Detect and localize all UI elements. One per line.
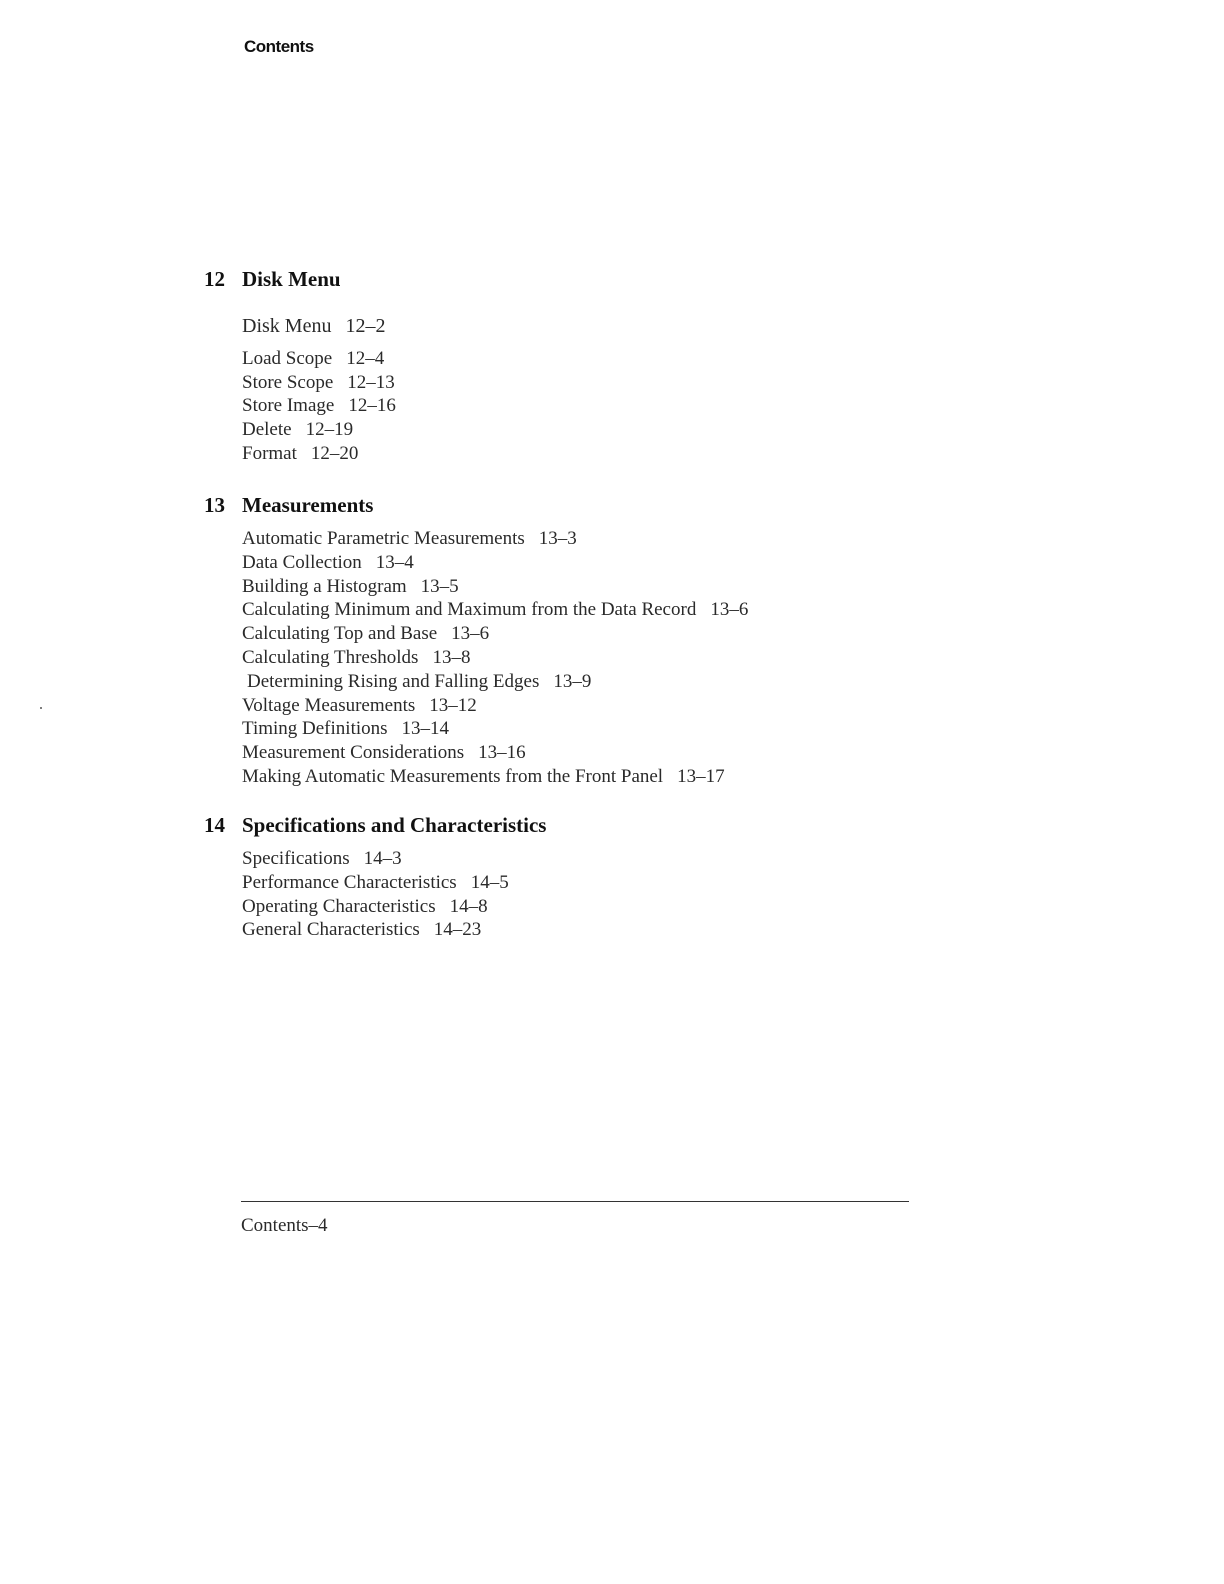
- toc-entry-page: 12–2: [345, 315, 386, 337]
- toc-entry[interactable]: [242, 895, 904, 919]
- toc-entry[interactable]: [242, 394, 904, 418]
- chapter-13: [204, 491, 904, 789]
- toc-entry[interactable]: [242, 871, 904, 895]
- toc-entry[interactable]: [242, 315, 904, 339]
- chapter-entries: [242, 847, 904, 942]
- chapter-12: [204, 265, 904, 466]
- toc-entry-title: Building a Histogram: [242, 575, 407, 597]
- chapter-title: Measurements: [242, 493, 374, 517]
- toc-entry-title: Disk Menu: [242, 315, 332, 337]
- toc-entry-title: Calculating Minimum and Maximum from the Data Record: [242, 599, 697, 621]
- footer-page-number: Contents–4: [241, 1215, 328, 1236]
- toc-entry-page: 13–9: [553, 670, 592, 692]
- toc-entry-page: 14–8: [449, 895, 488, 917]
- toc-entry-title: Calculating Top and Base: [242, 623, 438, 645]
- toc-entry[interactable]: [242, 717, 904, 741]
- chapter-heading: [204, 811, 904, 839]
- toc-entry-title: Delete: [242, 419, 292, 441]
- toc-entry-title: Store Image: [242, 395, 335, 417]
- toc-entry-title: Data Collection: [242, 551, 362, 573]
- chapter-entries: [242, 527, 904, 789]
- toc-entry[interactable]: [242, 527, 904, 551]
- toc-entry-page: 13–4: [375, 551, 414, 573]
- toc-entry-page: 13–8: [432, 646, 471, 668]
- toc-entry[interactable]: [242, 551, 904, 575]
- chapter-title: Disk Menu: [242, 267, 341, 291]
- toc-entry-title: Load Scope: [242, 347, 333, 369]
- toc-entry-title: Determining Rising and Falling Edges: [247, 670, 540, 692]
- toc-entry-page: 13–5: [420, 575, 459, 597]
- toc-entry-page: 14–5: [470, 871, 509, 893]
- toc-entry-page: 13–6: [710, 599, 749, 621]
- toc-entry[interactable]: [242, 847, 904, 871]
- chapter-14: [204, 811, 904, 942]
- toc-entry-page: 13–12: [429, 694, 477, 716]
- toc-entry[interactable]: [242, 598, 904, 622]
- toc-entry[interactable]: [242, 371, 904, 395]
- toc-entry-page: 13–16: [478, 742, 526, 764]
- chapter-title: Specifications and Characteristics: [242, 813, 547, 837]
- toc-entry-page: 12–20: [310, 442, 359, 464]
- toc-entry[interactable]: [242, 646, 904, 670]
- toc-entry-title: Automatic Parametric Measurements: [242, 528, 525, 549]
- toc-entry-title: Measurement Considerations: [242, 742, 465, 764]
- chapter-entries: [242, 315, 904, 466]
- toc-entry-page: 12–16: [348, 395, 396, 417]
- toc-entry-page: 12–19: [305, 419, 354, 441]
- footer-rule: [241, 1201, 909, 1202]
- scan-speck: [40, 707, 42, 709]
- chapter-heading: [204, 265, 904, 293]
- toc-entry[interactable]: [242, 575, 904, 599]
- toc-entry[interactable]: [242, 765, 904, 789]
- toc-entry-page: 12–13: [347, 371, 395, 393]
- toc-entry-page: 14–23: [433, 919, 482, 941]
- toc-entry-title: Calculating Thresholds: [242, 646, 419, 668]
- toc-entry-page: 13–3: [538, 528, 577, 549]
- running-head: Contents: [244, 37, 314, 56]
- toc-entry[interactable]: [242, 418, 904, 442]
- toc-entry[interactable]: [242, 670, 904, 694]
- chapter-heading: [204, 491, 904, 519]
- toc-entry-title: Format: [242, 442, 297, 464]
- toc-entry-page: 14–3: [363, 848, 402, 869]
- toc-entry-title: Performance Characteristics: [242, 871, 457, 893]
- toc-entry-page: 13–17: [677, 765, 725, 787]
- toc-entry[interactable]: [242, 347, 904, 371]
- toc-entry[interactable]: [242, 741, 904, 765]
- toc-entry-title: Operating Characteristics: [242, 895, 436, 917]
- toc-entry-title: Specifications: [242, 848, 350, 869]
- toc-entry-title: General Characteristics: [242, 919, 420, 941]
- toc-entry-page: 13–14: [401, 718, 450, 740]
- toc-entry[interactable]: [242, 442, 904, 466]
- chapter-number: 14: [204, 813, 225, 837]
- chapter-number: 13: [204, 493, 225, 517]
- toc-entry[interactable]: [242, 694, 904, 718]
- toc-entry[interactable]: [242, 622, 904, 646]
- toc-entry-page: 13–6: [451, 623, 490, 645]
- toc-entry[interactable]: [242, 918, 904, 942]
- toc-entry-title: Store Scope: [242, 371, 334, 393]
- toc-entry-page: 12–4: [346, 347, 385, 369]
- chapter-number: 12: [204, 267, 225, 291]
- toc-entry-title: Timing Definitions: [242, 718, 388, 740]
- toc-entry-title: Making Automatic Measurements from the Front Panel: [242, 765, 664, 787]
- toc-entry-title: Voltage Measurements: [242, 694, 416, 716]
